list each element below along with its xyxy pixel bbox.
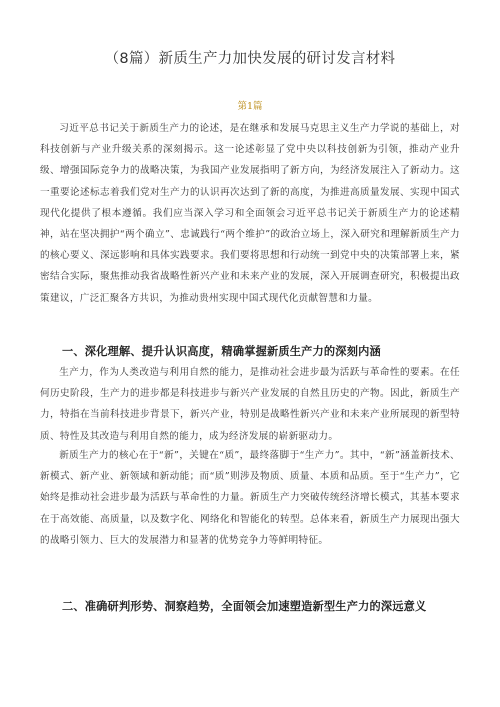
section-heading-2: 二、准确研判形势、洞察趋势，全面领会加速塑造新型生产力的深远意义 [62, 600, 427, 613]
paragraph-1: 习近平总书记关于新质生产力的论述，是在继承和发展马克思主义生产力学说的基础上，对科技创新与产业升级关系的深刻揭示。这一论述彰显了党中央以科技创新为引领，推动产业升级、增强国际竞争力的战略决策，为我国产业发展指明了新方向，为经济发展注入了新动力。这一重要论述标志着我们党对生产力的认识再次达到了新的高度，为推进高质量发展、实现中国式现代化提供了根本遵循。我们应当深入学习和全面领会习近平总书记关于新质生产力的论述精神，站在坚决拥护“两个确立”、忠诚践行“两个维护”的政治立场上，深入研究和理解新质生产力的核心要义、深远影响和具体实践要求。我们要将思想和行动统一到党中央的决策部署上来，紧密结合实际，聚焦推动我省战略性新兴产业和未来产业的发展，深入开展调查研究，积极提出政策建议，广泛汇聚各方共识，为推动贵州实现中国式现代化贡献智慧和力量。 [40, 123, 460, 304]
paragraph-2: 生产力，作为人类改造与利用自然的能力，是推动社会进步最为活跃与革命性的要素。在任何历史阶段，生产力的进步都是科技进步与新兴产业发展的自然且历史的产物。因此，新质生产力，特指在当前科技进步背景下，新兴产业，特别是战略性新兴产业和未来产业所展现的新型特质、特性及其改造与利用自然的能力，成为经济发展的崭新驱动力。 [40, 367, 460, 442]
part-label: 第1篇 [237, 101, 263, 112]
paragraph-3: 新质生产力的核心在于“新”，关键在“质”，最终落脚于“生产力”。其中，“新”涵盖新技术、新模式、新产业、新领域和新动能；而“质”则涉及物质、质量、本质和品质。至于“生产力”，它始终是推动社会进步最为活跃与革命性的力量。新质生产力突破传统经济增长模式，其基本要求在于高效能、高质量，以及数字化、网络化和智能化的转型。总体来看，新质生产力展现出强大的战略引领力、巨大的发展潜力和显著的优势竞争力等鲜明特征。 [40, 450, 460, 546]
document-title: （8篇）新质生产力加快发展的研讨发言材料 [104, 51, 396, 67]
section-heading-1: 一、深化理解、提升认识高度，精确掌握新质生产力的深刻内涵 [62, 345, 381, 358]
